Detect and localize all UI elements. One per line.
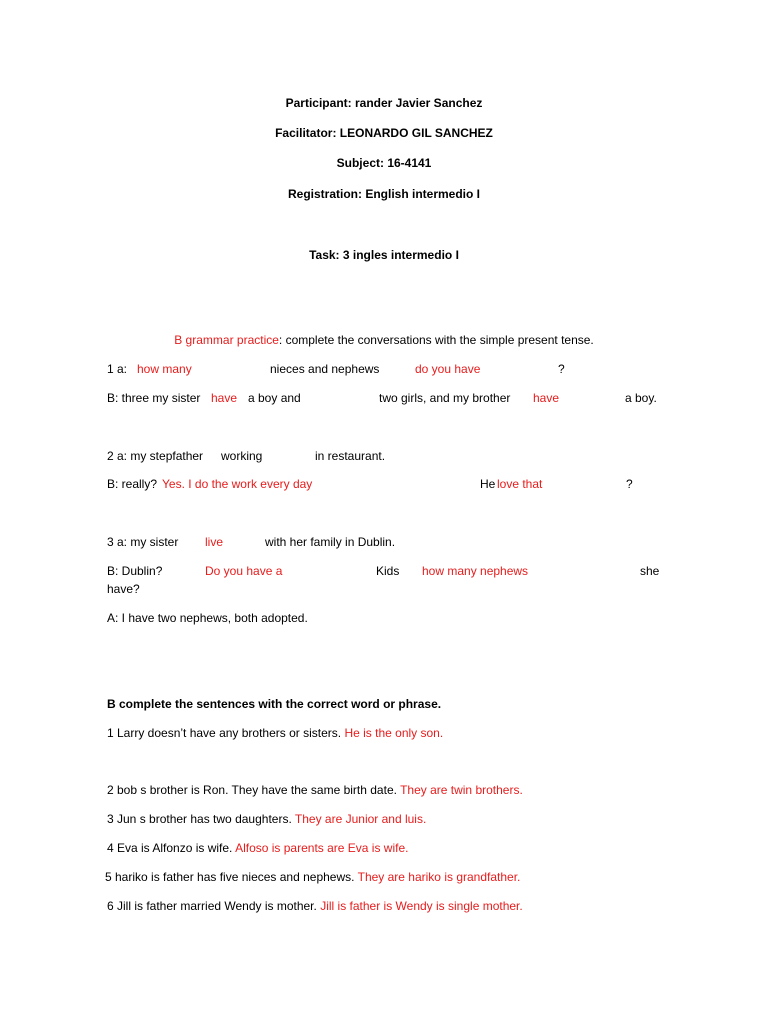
q2b-answer-1: Yes. I do the work every day bbox=[162, 477, 313, 491]
sentence-question: 3 Jun s brother has two daughters. bbox=[107, 812, 292, 826]
q3b-answer-2: how many nephews bbox=[422, 564, 529, 578]
q3b-answer-1: Do you have a bbox=[205, 564, 283, 578]
q3b-mid: Kids bbox=[376, 564, 400, 578]
q1b-mid-2: two girls, and my brother bbox=[379, 391, 511, 405]
q1b-answer-2: have bbox=[533, 391, 560, 405]
q3a-answer: live bbox=[205, 535, 224, 549]
sentence-question: 2 bob s brother is Ron. They have the same birth date. bbox=[107, 783, 397, 797]
q1b-end: a boy. bbox=[625, 391, 657, 405]
sentence-question: 6 Jill is father married Wendy is mother. bbox=[107, 899, 317, 913]
sentence-answer: Alfoso is parents are Eva is wife. bbox=[235, 841, 409, 855]
q3a-end: with her family in Dublin. bbox=[265, 535, 396, 549]
sentence-question: 4 Eva is Alfonzo is wife. bbox=[107, 841, 233, 855]
q3c-line: A: I have two nephews, both adopted. bbox=[107, 611, 308, 625]
sentence-item-4 bbox=[107, 841, 408, 855]
grammar-heading-label: B grammar practice bbox=[174, 333, 279, 347]
sentence-item-1 bbox=[107, 726, 443, 740]
sentences-heading: B complete the sentences with the correct word or phrase. bbox=[107, 697, 442, 711]
q1a-answer-2: do you have bbox=[415, 362, 481, 376]
q2a-start: 2 a: my stepfather bbox=[107, 449, 204, 463]
sentence-item-6 bbox=[107, 899, 523, 913]
subject-line: Subject: 16-4141 bbox=[336, 156, 432, 170]
q2b-start: B: really? bbox=[107, 477, 158, 491]
q3b-wrap: have? bbox=[107, 582, 140, 596]
registration-line: Registration: English intermedio I bbox=[287, 187, 481, 201]
sentence-answer: They are hariko is grandfather. bbox=[357, 870, 521, 884]
q2a-end: in restaurant. bbox=[315, 449, 386, 463]
participant-line: Participant: rander Javier Sanchez bbox=[285, 96, 483, 110]
facilitator-line: Facilitator: LEONARDO GIL SANCHEZ bbox=[275, 126, 493, 140]
q2a-mid: working bbox=[221, 449, 263, 463]
q3b-end: she bbox=[640, 564, 660, 578]
q1a-text: nieces and nephews bbox=[270, 362, 380, 376]
q2b-end: ? bbox=[626, 477, 633, 491]
sentence-answer: Jill is father is Wendy is single mother. bbox=[320, 899, 523, 913]
sentence-item-5 bbox=[105, 870, 520, 884]
q3b-start: B: Dublin? bbox=[107, 564, 163, 578]
q2b-mid: He bbox=[480, 477, 496, 491]
sentence-answer: They are Junior and luis. bbox=[294, 812, 427, 826]
sentence-answer: They are twin brothers. bbox=[400, 783, 523, 797]
grammar-heading bbox=[0, 333, 768, 347]
q1b-mid-1: a boy and bbox=[248, 391, 301, 405]
q2b-answer-2: love that bbox=[497, 477, 543, 491]
q1a-answer-1: how many bbox=[137, 362, 192, 376]
sentence-question: 5 hariko is father has five nieces and nephews. bbox=[105, 870, 355, 884]
q1b-answer-1: have bbox=[211, 391, 238, 405]
sentence-answer: He is the only son. bbox=[344, 726, 444, 740]
sentence-question: 1 Larry doesn’t have any brothers or sisters. bbox=[107, 726, 342, 740]
q3a-start: 3 a: my sister bbox=[107, 535, 179, 549]
q1a-end: ? bbox=[558, 362, 565, 376]
sentence-item-2 bbox=[107, 783, 523, 797]
task-line: Task: 3 ingles intermedio I bbox=[309, 248, 459, 262]
q1a-number: 1 a: bbox=[107, 362, 128, 376]
grammar-heading-instruction: : complete the conversations with the simple present tense. bbox=[278, 333, 594, 347]
sentence-item-3 bbox=[107, 812, 426, 826]
q1b-start: B: three my sister bbox=[107, 391, 201, 405]
